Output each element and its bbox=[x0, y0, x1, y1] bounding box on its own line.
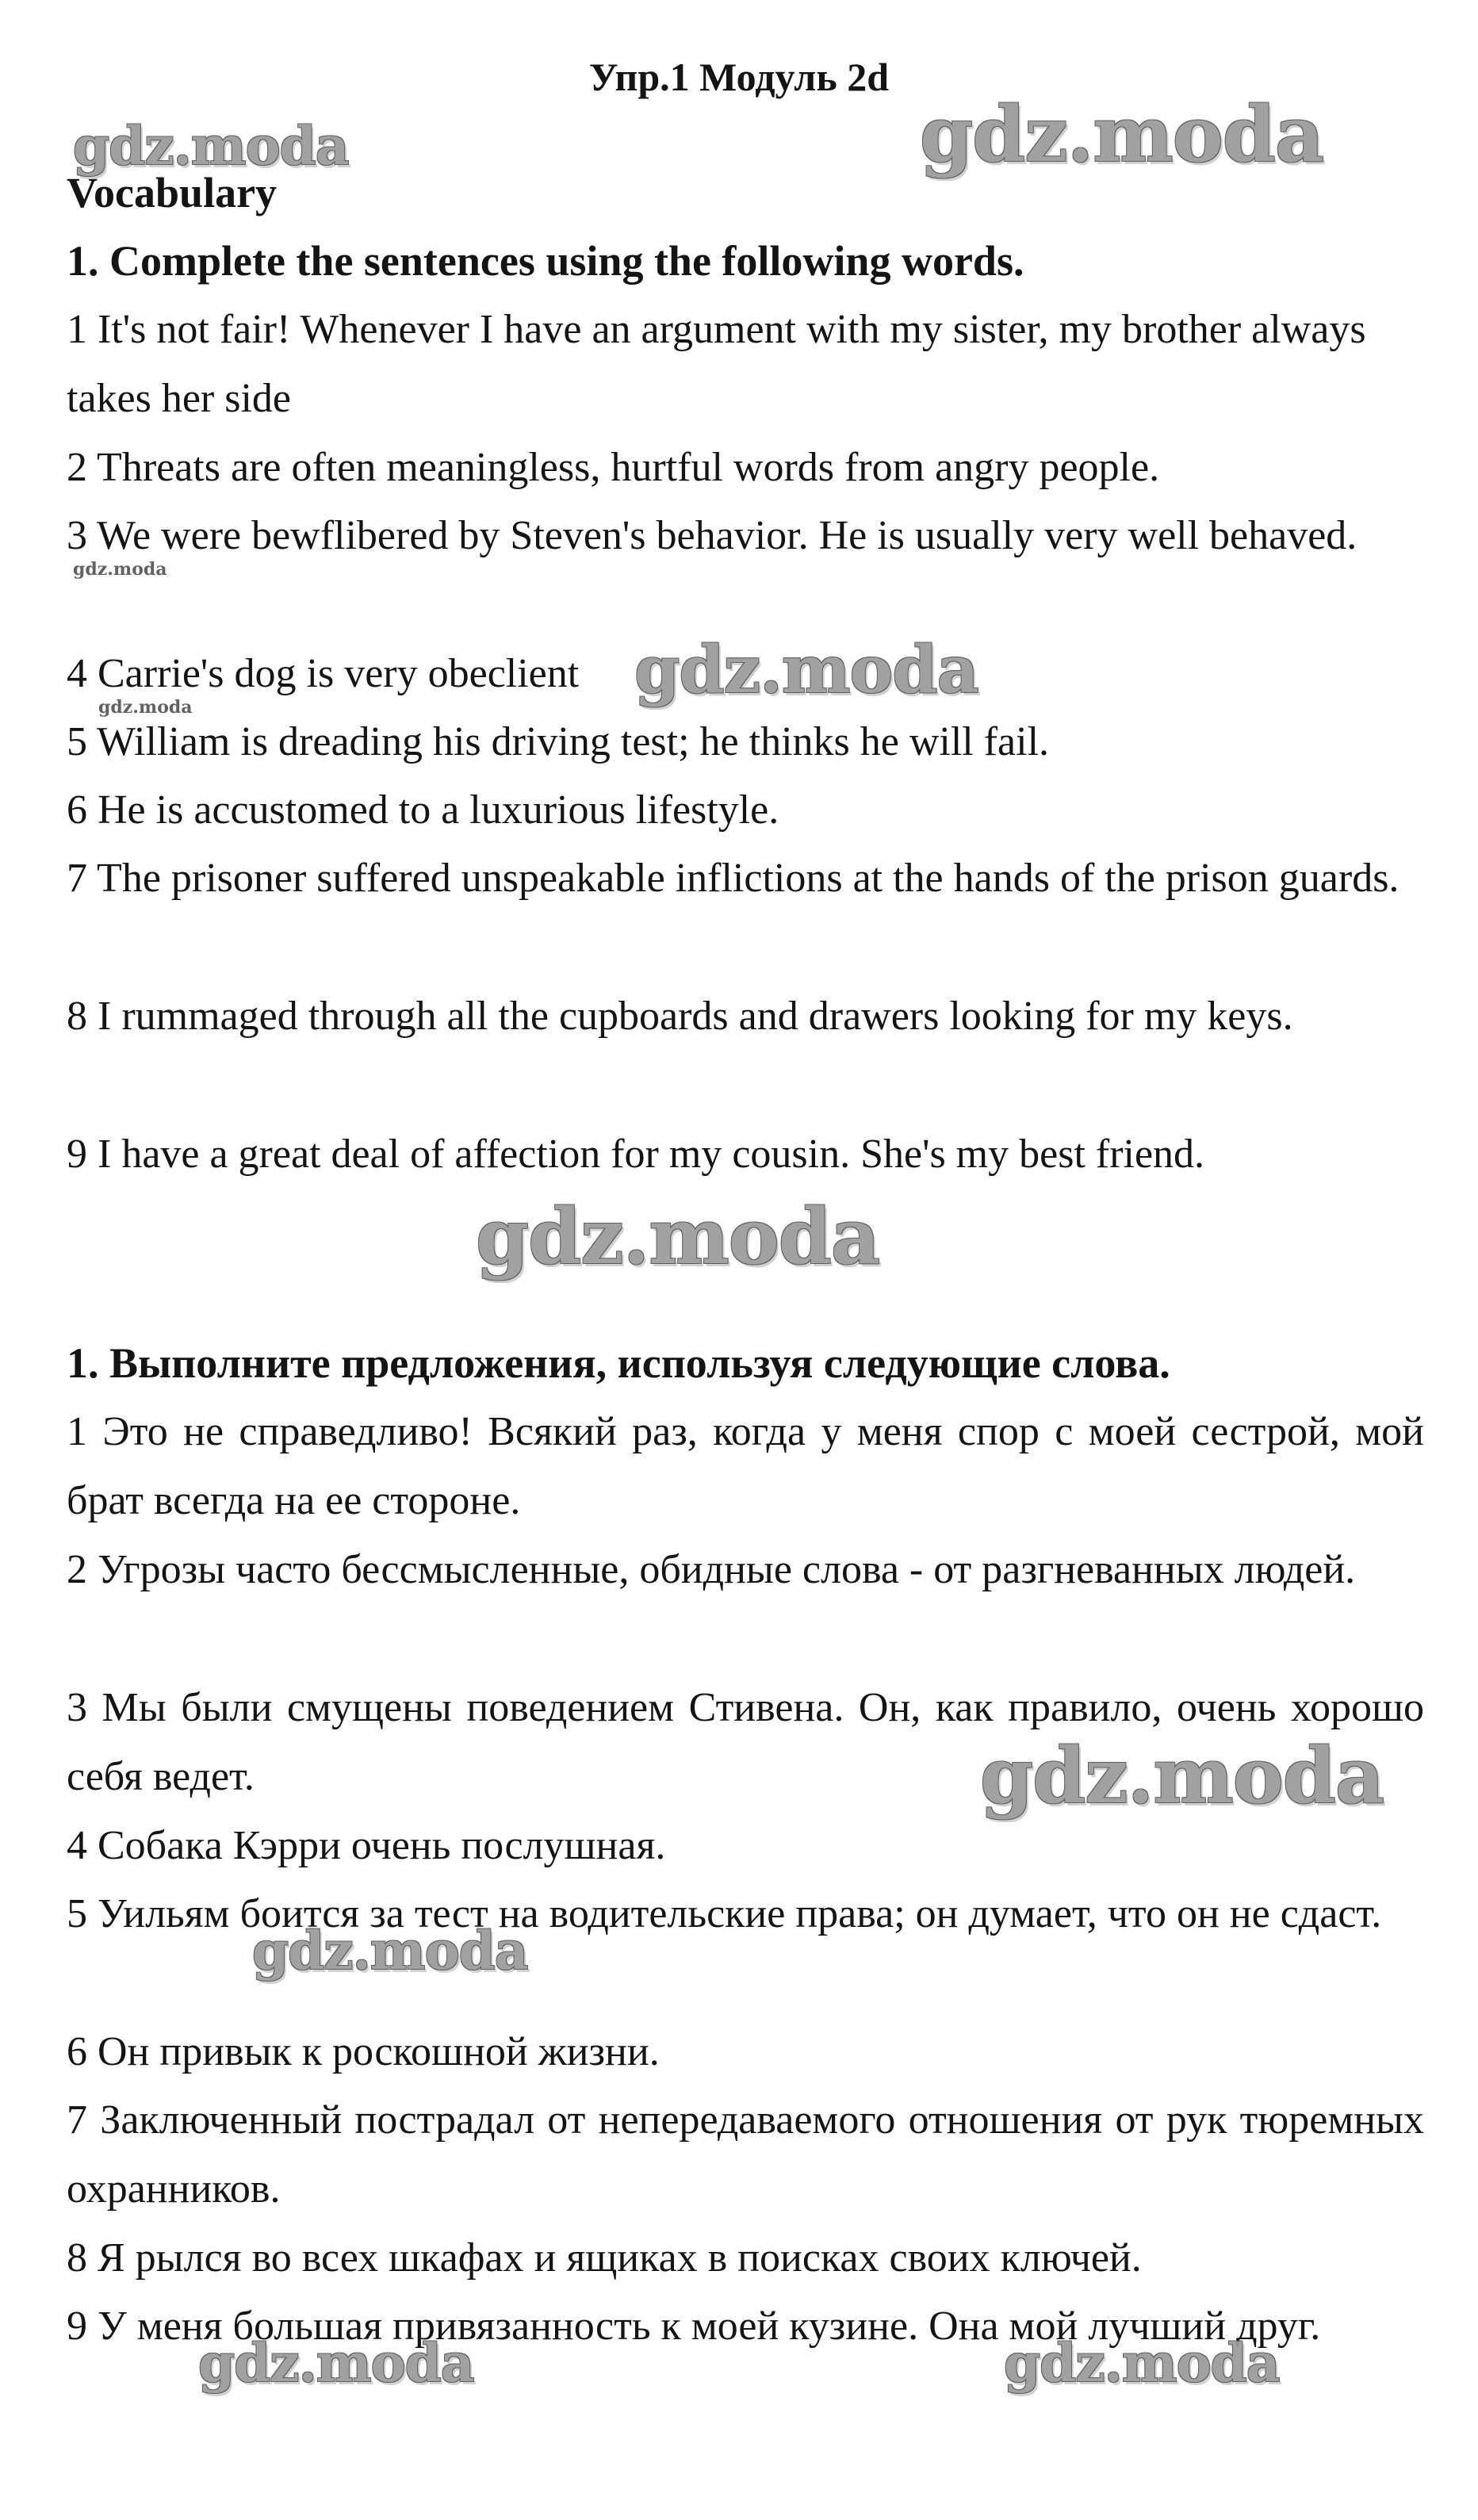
task-heading-en: 1. Complete the sentences using the following words. bbox=[67, 237, 1024, 285]
section-heading: Vocabulary bbox=[67, 169, 278, 216]
sentence-en-6: 6 He is accustomed to a luxurious lifestyle. bbox=[67, 787, 779, 833]
sentence-en-9: 9 I have a great deal of affection for my cousin. She's my best friend. bbox=[67, 1132, 1205, 1177]
watermark-logo: gdz.moda bbox=[920, 90, 1324, 179]
sentence-ru-6: 6 Он привык к роскошной жизни. bbox=[67, 2029, 660, 2074]
sentence-ru-5: 5 Уильям боится за тест на водительские права; он думает, что он не сдаст. bbox=[67, 1891, 1382, 1936]
sentence-en-5: 5 William is dreading his driving test; he thinks he will fail. bbox=[67, 719, 1050, 764]
watermark-logo: gdz.moda bbox=[1004, 2332, 1280, 2394]
watermark-logo: gdz.moda bbox=[252, 1920, 528, 1982]
sentence-en-4: 4 Carrie's dog is very obeclient bbox=[67, 651, 580, 696]
watermark-logo: gdz.moda bbox=[980, 1731, 1384, 1821]
sentence-ru-8: 8 Я рылся во всех шкафах и ящиках в поисках своих ключей. bbox=[67, 2235, 1142, 2281]
watermark-logo: gdz.moda bbox=[73, 559, 167, 580]
task-heading-ru: 1. Выполните предложения, используя следующие слова. bbox=[67, 1339, 1170, 1387]
watermark-logo: gdz.moda bbox=[476, 1192, 880, 1281]
watermark-logo: gdz.moda bbox=[198, 2332, 474, 2394]
sentence-ru-2: 2 Угрозы часто бессмысленные, обидные слова - от разгневанных людей. bbox=[67, 1547, 1356, 1592]
sentence-en-1: 1 It's not fair! Whenever I have an argument with my sister, my brother always takes her side bbox=[67, 307, 1366, 421]
sentence-en-3: 3 We were bewflibered by Steven's behavior. He is usually very well behaved. bbox=[67, 513, 1357, 558]
watermark-logo: gdz.moda bbox=[634, 632, 978, 708]
sentence-ru-7: 7 Заключенный пострадал от непередаваемого отношения от рук тюремных охранников. bbox=[67, 2097, 1424, 2212]
sentence-ru-1: 1 Это не справедливо! Всякий раз, когда у меня спор с моей сестрой, мой брат всегда на ее стороне. bbox=[67, 1409, 1424, 1523]
page-title: Упр.1 Модуль 2d bbox=[588, 55, 890, 99]
sentence-ru-3: 3 Мы были смущены поведением Стивена. Он, как правило, очень хорошо себя ведет. bbox=[67, 1685, 1424, 1799]
sentence-en-7: 7 The prisoner suffered unspeakable inflictions at the hands of the prison guards. bbox=[67, 856, 1400, 901]
sentence-en-2: 2 Threats are often meaningless, hurtful words from angry people. bbox=[67, 445, 1160, 490]
sentence-en-8: 8 I rummaged through all the cupboards and drawers looking for my keys. bbox=[67, 994, 1293, 1039]
sentence-ru-4: 4 Собака Кэрри очень послушная. bbox=[67, 1823, 666, 1868]
watermark-logo: gdz.moda bbox=[98, 697, 193, 718]
watermark-logo: gdz.moda bbox=[73, 115, 349, 177]
sentence-ru-9: 9 У меня большая привязанность к моей кузине. Она мой лучший друг. bbox=[67, 2304, 1321, 2349]
